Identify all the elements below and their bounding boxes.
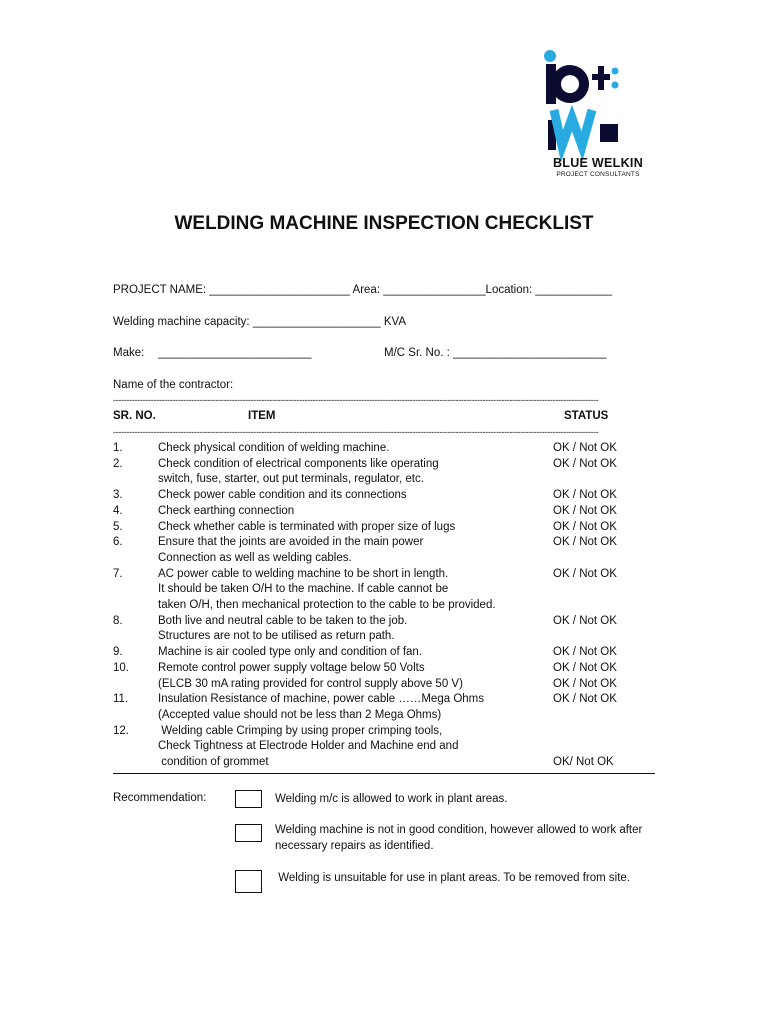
separator-top: ------------------------------------------------------------------------------------------------------------------------------------------------------------------------------------ [113, 396, 599, 404]
item-text: Remote control power supply voltage below 50 Volts [158, 661, 425, 674]
item-status: OK / Not OK [553, 614, 617, 627]
make-label: Make: [113, 347, 145, 359]
item-number: 4. [113, 504, 123, 517]
item-number: 12. [113, 724, 129, 737]
item-number: 2. [113, 457, 123, 470]
item-text: Check Tightness at Electrode Holder and Machine end and [158, 740, 459, 753]
item-text: condition of grommet [158, 756, 269, 768]
contractor-label: Name of the contractor: [113, 379, 234, 391]
item-status: OK / Not OK [553, 457, 617, 470]
page-title: WELDING MACHINE INSPECTION CHECKLIST [174, 213, 594, 234]
item-text: Check condition of electrical components like operating [158, 457, 439, 470]
item-status: OK/ Not OK [553, 756, 614, 768]
item-status: OK / Not OK [553, 677, 617, 690]
recommendation-option-allowed: Welding m/c is allowed to work in plant areas. [275, 793, 508, 805]
item-number: 9. [113, 646, 123, 659]
item-text: Welding cable Crimping by using proper crimping tools, [158, 724, 443, 737]
item-number: 10. [113, 661, 129, 674]
item-number: 6. [113, 536, 123, 549]
header-item: ITEM [248, 410, 276, 422]
item-text: taken O/H, then mechanical protection to the cable to be provided. [158, 599, 496, 611]
item-text: It should be taken O/H to the machine. If cable cannot be [158, 583, 449, 596]
header-status: STATUS [564, 410, 609, 422]
item-text: Check physical condition of welding machine. [158, 442, 390, 454]
separator-header: ------------------------------------------------------------------------------------------------------------------------------------------------------------------------------------ [113, 428, 599, 436]
item-number: 5. [113, 520, 123, 533]
recommendation-checkbox-allowed[interactable] [235, 790, 262, 808]
capacity-line: Welding machine capacity: ____________________ KVA [113, 316, 407, 328]
item-status: OK / Not OK [553, 504, 617, 517]
recommendation-option-repairs: Welding machine is not in good condition, however allowed to work after necessary repairs as identified. [275, 824, 643, 852]
item-text: Connection as well as welding cables. [158, 551, 352, 564]
recommendation-label: Recommendation: [113, 792, 207, 804]
recommendation-checkbox-unsuitable[interactable] [235, 870, 262, 893]
item-status: OK / Not OK [553, 661, 617, 674]
item-text: Both live and neutral cable to be taken to the job. [158, 614, 408, 627]
item-status: OK / Not OK [553, 567, 617, 580]
item-text: Check power cable condition and its connections [158, 489, 407, 502]
item-text: Ensure that the joints are avoided in the main power [158, 536, 424, 549]
mc-serial-line: M/C Sr. No. : ________________________ [384, 347, 607, 359]
item-text: Structures are not to be utilised as return path. [158, 630, 395, 643]
item-text: AC power cable to welding machine to be short in length. [158, 567, 449, 580]
item-text: Machine is air cooled type only and condition of fan. [158, 646, 423, 659]
make-blank: ________________________ [158, 347, 312, 359]
item-number: 11. [113, 693, 129, 706]
item-status: OK / Not OK [553, 693, 617, 706]
item-number: 1. [113, 442, 123, 454]
brand-subtitle: PROJECT CONSULTANTS [556, 171, 640, 178]
brand-name: BLUE WELKIN [552, 156, 644, 170]
recommendation-checkbox-repairs[interactable] [235, 824, 262, 842]
item-status: OK / Not OK [553, 520, 617, 533]
item-number: 8. [113, 614, 123, 627]
recommendation-option-unsuitable: Welding is unsuitable for use in plant areas. To be removed from site. [275, 872, 630, 884]
header-sr-no: SR. NO. [113, 410, 156, 422]
item-status: OK / Not OK [553, 536, 617, 549]
item-number: 7. [113, 567, 123, 580]
item-status: OK / Not OK [553, 646, 617, 659]
project-name-line: PROJECT NAME: ______________________ Area: ________________Location: ____________ [113, 284, 613, 296]
item-text: (Accepted value should not be less than 2 Mega Ohms) [158, 708, 442, 721]
item-text: switch, fuse, starter, out put terminals, regulator, etc. [158, 473, 424, 486]
item-text: Insulation Resistance of machine, power cable ……Mega Ohms [158, 693, 484, 706]
item-status: OK / Not OK [553, 489, 617, 502]
item-text: Check whether cable is terminated with proper size of lugs [158, 520, 456, 533]
item-text: Check earthing connection [158, 504, 295, 517]
table-bottom-rule [113, 773, 655, 774]
item-status: OK / Not OK [553, 442, 617, 454]
item-number: 3. [113, 489, 123, 502]
item-text: (ELCB 30 mA rating provided for control supply above 50 V) [158, 677, 463, 690]
